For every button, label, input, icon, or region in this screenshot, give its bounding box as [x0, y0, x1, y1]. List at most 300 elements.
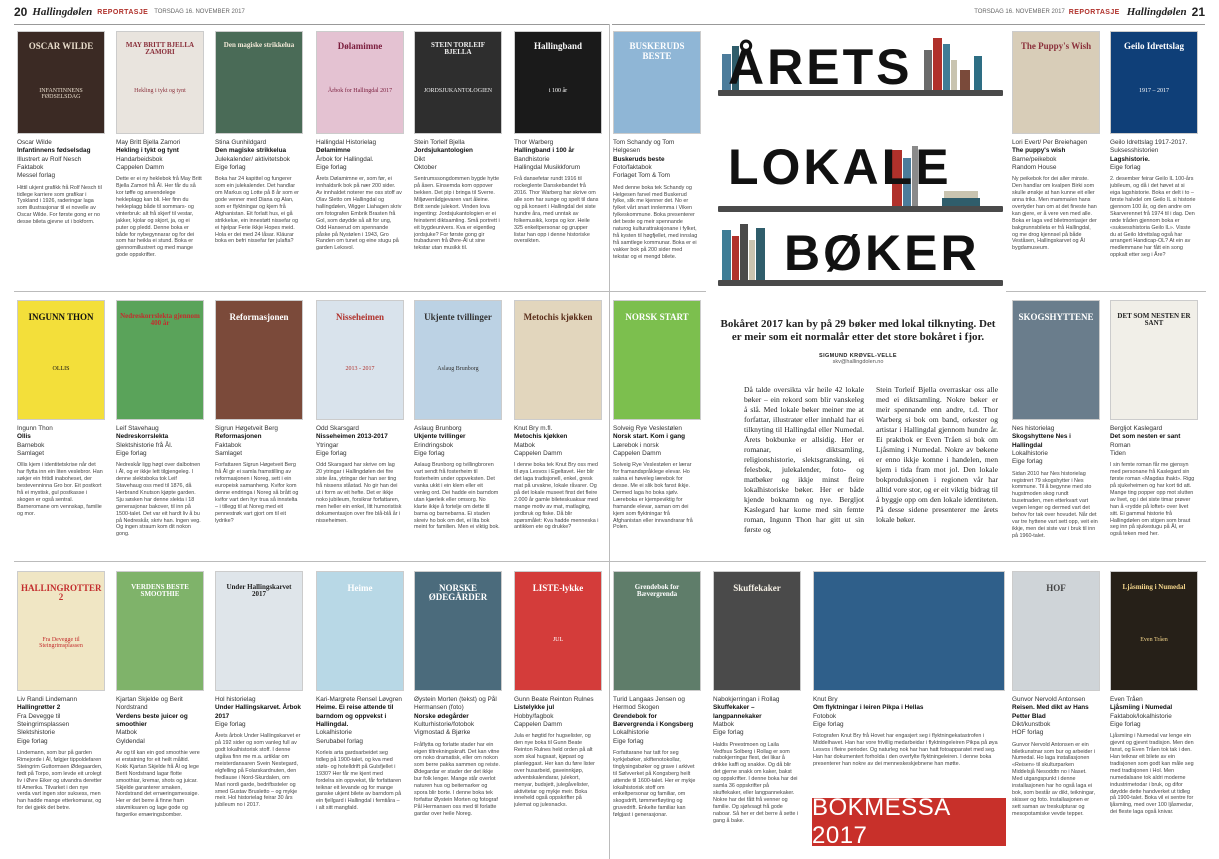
book-description: Odd Skarsgard har skrive om lag 20 ytringar i Hallingdølen dei fire siste åra, ytringar der han ser ting frå nissens ståstad. No gir han dei ut i form av eit hefte. Det er ikkje noko jubileum, forsikrar forfattaren, men heller ein enkel, litt humoristisk dokumentasjon over fire blå-blå år i nisseheimen. [316, 462, 402, 524]
book-detail: Matbok [116, 729, 137, 737]
book-title: Nedreskorrslekta [116, 433, 169, 441]
byline-email: skv@hallingdolen.no [832, 358, 884, 365]
book-detail: Eige forlag [316, 449, 347, 457]
book-caption [514, 139, 600, 172]
book-detail: Eige forlag [813, 720, 844, 728]
book-caption [316, 696, 402, 746]
page-gutter [609, 24, 610, 859]
book-detail: Bandhistorie [514, 155, 550, 163]
book-cover-subtitle: Even Tråen [1140, 636, 1168, 643]
book-description: I sin femte roman får me gjensyn med personane frå Kaslegard sin første roman «Magdas ihakt». Rigg på sjukeheimen og har kort tid att. Mange ting popper opp mot slutten av livet, og i dei siste timar prøver han å «rydde på loftet» over livet sitt. Ei gammal historie frå Hallingdølen om stigen som braut seg inn på sjukestugu på Ål, er også teken med her. [1110, 462, 1195, 538]
book-detail: Hallingdal Musikkforum [514, 163, 581, 171]
book-cover-image [116, 571, 204, 691]
book-description: Gunvor Nervold Antonsen er ein biletkunstnar som bur og arbeider i Numedal. Ho laga installasjonen «Reisen» til skulturparken Middelsjå Nesoddtn no i Naset. Med utgangspunkt i denne installasjonen har ho også laga ei bok, som består av dikt, teikningar, skisser og foto. Installasjonen er sett saman av treskulpturar og mesopotamiske vevde tepper. [1012, 741, 1095, 817]
book-caption [613, 139, 699, 181]
book-detail: Gyldendal [116, 737, 145, 745]
book-detail: Foto/faktabok [613, 163, 652, 171]
book-detail: Eige forlag [316, 163, 347, 171]
book-caption [514, 696, 600, 729]
book-author: Nabokjerringan i Rollag [713, 696, 780, 703]
headline-illustration [712, 28, 1004, 290]
book-description: Lindemann, som bur på garden Rimejorde i Ål, følgjer tippoldefaren Steingrim Guttormsen Ødegaarden, født på Torpo, som levde eit urolegt liv i Øvre Eiker og utvandra deretter til Amerika. Tilvarket i den nye verda vart ingen stor suksess, men han hadde mange etterkomarar, og for dei gjekk det betre. [17, 749, 103, 812]
book-description: Fotografen Knut Bry frå Hovet har engasjert seg i flyktningekatastrofen i Middelhavet. Han har vore frivillig medarbeidar i flyktningeleiren Pikpa på øya Lesvos i fleire perioder. Og naturleg nok har han hatt fotoapparatet med seg. Han har dokumentert forholda i den overfylte flyktningeleiren. I denne boka presenterer han nokre av dei menneskeskjebnene han møtte. [813, 733, 998, 767]
book-detail: Fotobok [813, 712, 837, 720]
book-card [1110, 300, 1198, 558]
book-cover-image [613, 31, 701, 134]
book-author: Tom Schandy og Tom Helgesen [613, 139, 675, 155]
newspaper-logo-left: Hallingdølen [32, 6, 93, 18]
book-description: Jula er høgtid for hugselister, og den nye boka til Gunn Beate Reinton Rulnes held orden på alt som skal hugsast, kjøpast og planleggast. Her kan du føre lister over husarbeid, gaveinnkjøp, adventskalendarar, julekort, menyar, budsjett, julegåvelister, aktivitetar og mykje meir. Boka inneheld også oppskrifter på julemat og julesnacks. [514, 733, 595, 809]
book-author: Knut Bry [813, 696, 838, 703]
book-cover-subtitle: Fra Devegge til Steingrimsplassen [39, 636, 83, 650]
book-detail: Faktabok/lokalhistorie [1110, 712, 1172, 720]
bokmessa-text: BOKMESSA 2017 [812, 794, 950, 849]
book-card [414, 571, 502, 856]
book-author: Nes historielag [1012, 425, 1055, 432]
row-divider-1 [14, 291, 706, 292]
date-left: TORSDAG 16. NOVEMBER 2017 [154, 9, 245, 15]
book-detail: Illustrert av Rolf Nesch [17, 155, 82, 163]
book-detail: Ytringar [316, 441, 339, 449]
book-author: Thor Warberg [514, 139, 554, 146]
book-title: Metochis kjøkken [514, 433, 568, 441]
book-detail: Matbok [713, 720, 734, 728]
book-detail: HOF forlag [1012, 729, 1044, 737]
book-title: The puppy's wish [1012, 147, 1066, 155]
book-detail: Dikt [414, 155, 426, 163]
book-description: Sidan 2010 har Nes historielag registrert 79 skogshytter i Nes kommune. Til å begynne med sto hugstmoden skog rundt busetnaden, men etterkvart vart vegen lenger og dermed vart det behov for tak over hovudet. Når det var tre hyttene vart sett opp, veit ein ikkje, men dei siste var i bruk til inn på 1960-talet. [1012, 470, 1098, 539]
book-caption [215, 425, 301, 458]
book-detail: Faktabok [215, 441, 242, 449]
book-detail: Handarbeidsbok [116, 155, 163, 163]
book-description: Aslaug Brunborg og tvillingbroren vart sendt frå fosterheim til fosterheim under oppveksten. Det vanka ukkt i ein klem eller eit venleg ord. Dei hadde ein barndom utan kjærleik eller omsorg. No klarte ikkje å fortelje om dette til barna og barnebarna. Ei staden skreiv ho bok om det, ei lita bok meint for familien. Men ei viktig bok. [414, 462, 500, 531]
book-detail: Eige forlag [116, 449, 147, 457]
row-divider-1b [1006, 291, 1206, 292]
book-author: Liv Randi Lindemann [17, 696, 78, 703]
book-spine [960, 70, 970, 90]
book-card [1110, 31, 1198, 289]
book-detail: Fra Devegge til Steingrimsplassen [17, 712, 70, 728]
book-author: Stina Gunhildgard [215, 139, 267, 146]
book-author: Gunn Beate Reinton Rulnes [514, 696, 594, 703]
book-cover-title: DET SOM NESTEN ER SANT [1117, 311, 1191, 328]
book-cover-image [1110, 31, 1198, 134]
book-card [414, 300, 502, 558]
book-cover-image [215, 571, 303, 691]
book-description: Korleis arta gardsarbeidet seg tidleg på 1900-talet, og kva med støls- og hotelldrift på Gulsfjellet i 1930? Her får me kjent med fordelra sin oppvekst, får forfattaren teiknar eit levande og for mange ganske ukjent bilete av barndom på ein fjellgard i Hallingdal i femtiåra – i alt sitt mangfald. [316, 749, 402, 812]
book-author: Ingunn Thon [17, 425, 53, 432]
book-detail: Eige forlag [613, 737, 644, 745]
book-detail: Hobby/fagbok [514, 712, 554, 720]
book-spine [756, 228, 765, 280]
book-author: Hallingdal Historielag [316, 139, 377, 146]
book-description: I denne boka tek Knut Bry oss med til øya Lesvos i Egeltavet. Her blir det laga tradisjonell, enkel, gresk mat på urvakne, lokale råvarer. Og på det lokale museet finst det fleire 2.000 år gamle bileteskuaksar med mange motiv av mat, matlaging, jordbruk og fiske. Då blir spørsmålet: Kva hadde menneska i antikken ete og drukke? [514, 462, 599, 531]
book-card [514, 571, 602, 856]
date-right: TORSDAG 16. NOVEMBER 2017 [974, 9, 1065, 15]
book-detail: Samlaget [17, 449, 44, 457]
book-title: Norske ødegårder [414, 712, 469, 720]
book-detail: Eige forlag [1012, 458, 1043, 466]
book-caption [116, 696, 202, 746]
book-card [713, 571, 801, 856]
book-spine [974, 56, 982, 90]
header-rule-right [612, 24, 1205, 25]
book-author: Stein Torleif Bjella [414, 139, 465, 146]
book-cover-title: OSCAR WILDE [28, 41, 94, 52]
book-cover-title: HALLINGROTTER 2 [21, 582, 102, 603]
book-cover-title: Skuffekaker [733, 582, 781, 593]
book-cover-title: NORSK START [625, 311, 689, 322]
book-caption [1012, 139, 1098, 172]
book-card [215, 571, 303, 856]
book-cover-image [17, 571, 105, 691]
book-card [613, 571, 701, 856]
book-caption [414, 139, 500, 172]
book-card [316, 31, 404, 289]
book-title: Lagshistorie. [1110, 155, 1150, 163]
book-description: Boka har 24 kapittel og fungerer som ein julekalender. Det handlar om Markus og Lotte på 8 år som er gode venner med Diana og Alan, som er flyktningar og kjem frå Afghanistan. Eit forlatt hus, ei gå strikkelue, ein innestøtt nissefar og ei hjelpar Ferie ikkje Hopes meid. Hola er dei med 24 låsar. Kläurar boka en befri nissefar før julafta? [215, 176, 299, 245]
book-card [1012, 571, 1100, 856]
book-cover-title: BUSKERUDS BESTE [629, 41, 685, 61]
book-card [1012, 31, 1100, 289]
book-caption [116, 425, 202, 458]
book-cover-title: Hallingband [533, 41, 583, 52]
book-card [414, 31, 502, 289]
book-detail: Tiden [1110, 449, 1126, 457]
headline-word-1: ÅRETS [728, 39, 913, 95]
header-rule-left [14, 24, 610, 25]
book-cover-subtitle: Aslaug Brunborg [437, 365, 479, 372]
book-cover-subtitle: 1917 – 2017 [1139, 87, 1169, 94]
book-cover-image [1012, 300, 1100, 420]
book-flat [942, 198, 980, 206]
book-cover-title: STEIN TORLEIF BJELLA [430, 41, 485, 57]
book-spine [732, 236, 739, 280]
book-card [613, 31, 701, 289]
lead-block [716, 318, 1000, 365]
article-column-1: Då talde oversikta vår heile 42 lokale bøker – ein rekord som blir vanskeleg å slå. Med lokale bøker meiner me at forfattar, illustratør eller innhald har ei tilknyting til Hallingdal eller Numedal. Årets bokbunke er allsidig. Her er romanar, ei diktsamling, religionshistorie, slektsgransking, ei felesbok, julekalender, foto- og matbøker og ikkje minst fleire lokalhistoriske bøker. Her er både kjende boknamn og nye. Bergljot Kaslegard har kome med sin femte roman, Ingunn Thon har gitt ut sin første og [744, 385, 864, 535]
book-cover-title: HOF [1046, 582, 1066, 593]
book-spine [740, 224, 748, 280]
page-number-right: 21 [1191, 5, 1205, 19]
book-caption [1110, 425, 1196, 458]
book-cover-image [116, 31, 204, 134]
book-cover-image [215, 300, 303, 420]
book-caption [316, 139, 402, 172]
book-detail: Slektshistorie [17, 729, 56, 737]
book-cover-title: Heime [347, 582, 373, 593]
book-spine [722, 230, 731, 280]
book-description: Solveig Rye Veslestølen er lærar for framandspråklege elevar. Ho sakna ei høveleg lærebok for desse. Me ei slik bok fanst ikkje. Dermed laga ho boka sjølv. Læreboka er kjempeviktig for framande elevar, saman om dei kjem som flyktningar frå Afghanistan eller innvandrarar frå Polen. [613, 462, 693, 531]
book-detail: Eige forlag [17, 737, 48, 745]
book-cover-image [813, 571, 1005, 691]
book-caption [1012, 696, 1098, 738]
book-detail: Forlaget Tom & Tom [613, 172, 670, 180]
book-detail: Faktabok [17, 163, 44, 171]
book-detail: Lærebok i norsk [613, 441, 659, 449]
book-card [813, 571, 1005, 856]
book-detail: Julekalender/ aktivitetsbok [215, 155, 290, 163]
book-description: Ny peikebok for dei aller minste. Den handlar om kvalpen Birki som skulle ønskje at han kunne eit eller anna triks. Men mamma/en hans overtyder han om at det fineste han kan gjere, er å vere ven med alle. Boka er laga ved biletmontasjer der bakgrunnsbileta er frå Hallingdal, og me drog kjennsel på både Veståsen, Hallingskarvet og Ål bygdamuseum. [1012, 176, 1097, 252]
book-title: Hekling i tykt og tynt [116, 147, 179, 155]
book-detail: Samlaget [215, 449, 242, 457]
book-detail: Kulturhistorie/fotobok [414, 720, 475, 728]
book-detail: Vigmostad & Bjørke [414, 729, 471, 737]
book-caption [514, 425, 600, 458]
book-cover-title: Grendebok for Bævergrenda [634, 582, 680, 599]
book-cover-image [514, 31, 602, 134]
book-caption [316, 425, 402, 458]
book-cover-title: Ukjente tvillinger [424, 311, 492, 322]
book-author: Turid Langaas Jensen og Hermod Skogen [613, 696, 685, 712]
book-title: Den magiske strikkelua [215, 147, 287, 155]
book-card [613, 300, 701, 558]
book-detail: Eige forlag [414, 449, 445, 457]
book-title: Norsk start. Kom i gang [613, 433, 686, 441]
book-cover-image [414, 300, 502, 420]
book-cover-subtitle: i 100 år [548, 87, 568, 94]
lead-text: Bokåret 2017 kan by på 29 bøker med lokal tilknyting. Det er meir som eit normalår etter det store bokåret i fjor. [720, 318, 996, 344]
row-divider-2 [14, 561, 1206, 562]
book-spine [749, 240, 755, 280]
book-cover-image [514, 300, 602, 420]
book-cover-subtitle: 2013 - 2017 [345, 365, 375, 372]
book-cover-image [1012, 31, 1100, 134]
book-author: Kari-Margrete Rensel Løvgren [316, 696, 402, 703]
book-cover-title: MAY BRITT BJELLA ZAMORI [125, 41, 195, 57]
book-description: Årets årbok Under Hallingskarvet er på 192 sider og som vanleg full av godt lokalhistorisk stoff. I denne utgåva finn me m.a. artiklar om meisterdansaren Svein Nestegard, elgfelling på Folarskardnuten, den fredlause i Nord-Skurdalen, om Mari nordi garde, bedriftssteler og smed Gustav Brusletto – og mykje meir. Hol historielag feirar 30 års jubileum no i 2017. [215, 733, 301, 809]
book-detail: Dikt/kunstbok [1012, 720, 1051, 728]
book-detail: Roman [1110, 441, 1131, 449]
book-description: Av og til kan ein god smoothie vere ei erstatning for eit heilt måltid. Kokk Kjartan Skjelde frå Ål og lege Berit Nordstrand lagar flotte smoothiar, kremar, shots og juicar. Skjelde garanterer smaken, Nordstrand det ernæringsmessige. Her er det berre å finne fram stavmiksaren og lage gode og fargerike ernæringsbomber. [116, 749, 200, 819]
book-description: Med denne boka tek Schandy og Helgesen farvel med Buskerud fylke, slik me kjenner det. No er fylket vårt snart innlemma i Viken fylkeskommune. Boka presenterer det beste og meir spennande naturog kulturattraksjonane i fylket, frå kysten til høgfjellet, med innslag frå samtlege kommunar. Boka er ei vakker bok på 200 sider med tekstar og ei mengd bilete. [613, 184, 698, 260]
book-cover-subtitle: JUL [552, 636, 564, 643]
book-cover-title: Geilo Idrettslag [1123, 41, 1185, 52]
book-cover-image [1110, 571, 1198, 691]
newspaper-logo-right: Hallingdølen [1126, 6, 1187, 18]
book-title: Grendebok for Bævergrenda i Kongsberg [613, 712, 694, 728]
book-cover-image [215, 31, 303, 134]
book-description: Forfattaren Sigrun Høgetveit Berg frå Ål gir ei samla framstilling av reformasjonen i Noreg, sett i ein europeisk samanheng. Kvifor kom denne endringa i Noreg så brått og kvifor vart den hyr trua så innstelta – i tillegg til at Noreg med eit pennestrøk vart gjort om til eit lydrike? [215, 462, 299, 524]
book-title: Reformasjonen [215, 433, 262, 441]
book-detail: Lokalhistorie [316, 729, 352, 737]
book-cover-title: Nedreskorrslekta gjennom 400 år [120, 311, 200, 328]
book-cover-title: SKOGSHYTTENE [1018, 311, 1094, 322]
book-detail: Matbok [514, 441, 535, 449]
book-title: Dølamimne [316, 147, 351, 155]
book-description: Ollis kjem i identitetskrise når det har flytta inn ein liten veslebror. Han søkjer ein fritidl inaboheset, der bestevenninna Gro bor. Eit postkort frå ei mystisk, gul postkasse i skogen er også sentral. Barneromane om vennskap, familie og mor. [17, 462, 103, 517]
book-title: Reisen. Med dikt av Hans Petter Blad [1012, 704, 1089, 720]
book-caption [713, 696, 799, 738]
book-detail: Erindringsbok [414, 441, 454, 449]
book-description: 2. desember feirar Geilo IL 100-års jubileum, og då i det høvet at si eiga lagshistorie. Boka er delt i to – første halvdel om Geilo IL si historie gjennom 100 år, og den andre om Skarverennet frå 1974 til i dag. Den røde tråden gjennom boka er «suksesshistoria Geilo IL». Visste du at Geilo Idrettslag også har arrangert Handicap-OL? At ein av medlemmane har fått ein song oppkalt etter seg i Åre? [1110, 176, 1196, 259]
book-cover-title: LISTE-lykke [532, 582, 584, 593]
book-caption [17, 696, 103, 746]
book-cover-image [514, 571, 602, 691]
page-number-left: 20 [14, 5, 28, 19]
book-author: Gunvor Nervold Antonsen [1012, 696, 1086, 703]
section-label-left: REPORTASJE [97, 8, 149, 16]
book-card [17, 300, 105, 558]
book-card [1110, 571, 1198, 856]
book-caption [1110, 696, 1196, 729]
book-cover-subtitle: INFANTINNENS FØDSELSDAG [39, 87, 83, 100]
book-card [17, 571, 105, 856]
book-author: Øystein Morten (tekst) og Pål Hermansen (foto) [414, 696, 497, 712]
book-detail: Cappelen Damm [514, 449, 562, 457]
book-card [17, 31, 105, 289]
book-title: Jordsjukantologien [414, 147, 473, 155]
book-detail: Barnebok [17, 441, 45, 449]
book-card [316, 300, 404, 558]
book-spine [924, 50, 932, 90]
book-caption [414, 425, 500, 458]
book-cover-title: The Puppy's Wish [1020, 41, 1092, 52]
book-detail: Cappelen Damm [613, 449, 661, 457]
headline-word-3: BØKER [784, 225, 980, 281]
book-detail: Barne/peikebok [1012, 155, 1057, 163]
book-card [1012, 300, 1100, 558]
book-author: Oscar Wilde [17, 139, 52, 146]
book-cover-image [613, 571, 701, 691]
book-cover-title: Reformasjonen [229, 311, 289, 322]
book-author: Odd Skarsgard [316, 425, 359, 432]
book-detail: Lokalhistorie [613, 729, 649, 737]
book-title: Under Hallingskarvet. Årbok 2017 [215, 704, 301, 720]
book-detail: Årbok for Hallingdal. [316, 155, 374, 163]
book-caption [1012, 425, 1098, 467]
book-author: Kjartan Skjelde og Berit Nordstrand [116, 696, 183, 712]
book-cover-image [1012, 571, 1100, 691]
book-title: Hallingrøtter 2 [17, 704, 61, 712]
book-cover-image [713, 571, 801, 691]
book-author: Geilo Idrettslag 1917-2017. Suksesshistorien [1110, 139, 1188, 155]
book-cover-title: Den magiske strikkelua [223, 41, 295, 50]
book-cover-title: VERDENS BESTE SMOOTHIE [131, 582, 189, 599]
book-title: Skogshyttene Nes i Hallingdal [1012, 433, 1071, 449]
book-description: Frå dansefetar rundt 1916 til rockeglente Danskebandet frå 2016. Thor Warberg har skrive om alle som har sunge og spelt til dans og på konsert i Hallingdal dei siste hundre åra, med unntak av folkemusikk, korps og kor. Heile 325 enkeltpersonar og grupper listar han opp i denne historiske oversikten. [514, 176, 599, 245]
book-card [215, 31, 303, 289]
book-caption [613, 425, 699, 458]
book-title: Skuffekaker – langpannekaker [713, 704, 762, 720]
book-cover-image [414, 571, 502, 691]
book-detail: Eige forlag [713, 729, 744, 737]
book-cover-image [17, 300, 105, 420]
book-title: Hallingband i 100 år [514, 147, 575, 155]
book-caption [215, 139, 301, 172]
book-cover-title: Metochis kjøkken [523, 311, 593, 322]
book-cover-title: Ljåsmiing i Numedal [1122, 582, 1186, 591]
book-author: Hol historielag [215, 696, 256, 703]
book-cover-image [116, 300, 204, 420]
section-label-right: REPORTASJE [1068, 8, 1120, 16]
book-description: Forfattarane har tatt for seg kyrkjebøker, skiftenotokollar, tinglysingsbøker og grave i arkivet til Sølvverket på Kongsberg heilt attende til 1600-talet. Her er mykje lokalhistorisk stoff om enkeltpersonar og familiar, om skogsdrift, tømmerfløyting og gruvedrift. Enkelte familiar kan følgjast i generasjonar. [613, 749, 696, 819]
book-description: Hittil ukjent grafikk frå Rolf Nesch til tidlege karriere som grafikar i Tyskland i 1926, raderingar laga som illustrasjonar til ei novelle av Oscar Wilde. For første gong er no desse bileta gjevne ut i bokform. [17, 184, 102, 226]
book-card [514, 31, 602, 289]
book-cover-subtitle: OLLIS [52, 365, 70, 372]
book-cover-image [1110, 300, 1198, 420]
book-card [116, 571, 204, 856]
book-detail: Lokalhistorie [1012, 449, 1048, 457]
book-detail: Cappelen Damm [116, 163, 164, 171]
book-title: Det som nesten er sant [1110, 433, 1181, 441]
book-detail: Cappelen Damm [514, 720, 562, 728]
book-title: Verdens beste juicer og smoothier [116, 712, 188, 728]
book-caption [1110, 139, 1196, 172]
book-title: Ollis [17, 433, 31, 441]
book-caption [414, 696, 500, 738]
book-cover-image [316, 31, 404, 134]
book-title: Listelykke jul [514, 704, 555, 712]
book-author: Aslaug Brunborg [414, 425, 462, 432]
book-cover-title: Nisseheimen [336, 311, 384, 322]
book-cover-image [17, 31, 105, 134]
book-cover-image [316, 571, 404, 691]
book-caption [17, 425, 103, 458]
book-title: Ukjente tvillinger [414, 433, 466, 441]
book-card [514, 300, 602, 558]
book-cover-title: NORSKE ØDEGÅRDER [428, 582, 488, 603]
book-detail: Oktober [414, 163, 437, 171]
book-description: Fråflytta og forlatte stader har ein eigen tiltrekningskraft. Det kan vitne om noko dramatisk, eller om nokon som berre pakka sammen og reiste. Ødegardar er stader der det ikkje bur folk lenger. Mange står overlot naturen hus og beitemarker og spora blir borte. I denne boka tek forfattar Øystein Morten og fotograf Pål Hermansen oss med til forlatte gardar over heile Noreg. [414, 741, 500, 817]
book-caption [813, 696, 1003, 729]
book-title: Om flyktningar i leiren Pikpa i Hellas [813, 704, 924, 712]
book-author: Knut Bry m.fl. [514, 425, 553, 432]
book-detail: Slektshistorie frå Ål. [116, 441, 173, 449]
book-detail: Eige forlag [215, 720, 246, 728]
article-column-2: Stein Torleif Bjella overraskar oss alle med ei diktsamling. Nokre bøker er meir spennande enn andre, t.d. Thor Warberg si bok om band, orkester og artistar i Hallingdal gjennom hundre år. Ei praktbok er Even Tråen si bok om Ljåsming i Numedal. Nokre av bøkene er enno ikkje komne i handelen, men kjem i tida fram mot jol. Den lokale bokproduksjonen i regionen vår har alltid vore stor, og er eit viktig bidrag til å byggje opp om den lokale identiteten. På desse sidene presenterer me årets lokale bøker. [876, 385, 998, 525]
book-description: Årets Dølamimne er, som før, ei innhaldsrik bok på nær 200 sider. Av innhaldet noterer me oss stoff av Olav Sletto om Hallingdal og hallingdølen, Wigger Liahagen skriv om fotografen Embrik Brasten frå Gol, som døydde så alt for ung, Odd Hanserud om spennande påske på Nystølen i 1943, Gro Randen om tunet og eine stugu på garden Leksvol. [316, 176, 402, 252]
book-detail: Eige forlag [1110, 720, 1141, 728]
book-author: May Britt Bjella Zamori [116, 139, 181, 146]
book-description: Dette er ei ny heklebok frå May Britt Bjella Zamori frå Ål. Her får du så kor tøffe og anvendelege hekleplagg kan bli. Her finn du hekleplagg både til sommars- og vinterbruk: alt frå skjerf til vestar, jakker, kjolar og skjort, ja, og ei puter og pledd. Denne boka er både for nybegynnarar og for dei som har heikla ei stund. Boka er gjennomillustrert og med mange gode oppskrifter. [116, 176, 202, 259]
book-card [116, 300, 204, 558]
book-title: Infantinnens fødselsdag [17, 147, 91, 155]
book-title: Heime. Ei reise attende til barndom og oppvekst i Hallingdal. [316, 704, 394, 728]
book-spine [933, 38, 942, 90]
book-caption [613, 696, 699, 746]
book-card [116, 31, 204, 289]
book-spine [951, 60, 957, 90]
book-author: Even Tråen [1110, 696, 1143, 703]
book-detail: Serubabel forlag [316, 737, 363, 745]
book-cover-title: Dølamimne [337, 41, 383, 52]
book-caption [116, 139, 202, 172]
book-title: Ljåsmiing i Numedal [1110, 704, 1173, 712]
book-spine [943, 44, 950, 90]
byline-name: SIGMUND KRØVEL-VELLE [819, 352, 897, 359]
book-cover-image [414, 31, 502, 134]
page-header-right [605, 0, 1205, 24]
book-card [215, 300, 303, 558]
book-author: Bergljot Kaslegard [1110, 425, 1163, 432]
book-title: Nisseheimen 2013-2017 [316, 433, 388, 441]
book-cover-subtitle: Årbok for Hallingdal 2017 [327, 87, 393, 94]
book-card [316, 571, 404, 856]
book-cover-title: INGUNN THON [28, 311, 94, 322]
book-detail: Random House [1012, 163, 1057, 171]
book-caption [215, 696, 301, 729]
book-cover-image [316, 300, 404, 420]
book-title: Buskeruds beste [613, 155, 665, 163]
book-description: Haldis Preestmoen og Laila Vedfsus Solberg i Rollag er som nabokjerringar flest, dei likar å drikke kaffi og snakke. Og då blir det gjerne snakk om kaker, bakst og oppskrifter. I denne boka har dei samla 36 oppskrifter på skuffekaker, eller langpannekaker. Nokre har dei fått frå venner og familie. Og sjølvsagt frå gode naboar. Så her er det berre å sette i gang å bake. [713, 741, 799, 824]
book-author: Lori Evert/ Per Breiehagen [1012, 139, 1088, 146]
book-caption [17, 139, 103, 181]
book-author: Sigrun Høgetveit Berg [215, 425, 278, 432]
book-description: Sentrumssongdommen bygde hytte på åsen. Einsemda kom oppover bekken. Det pip i bringa til Sverre. Miljøverrådgjevaren vart åleine. Britt sende julekort. Vinden lova ingenting: Jordsjukantologien er ei feinstemt diktsamling. Små portrett i eit bygdeunivers. Kva er eigentleg jordsjuke? For første gong gir trubaduren frå Øvre-Ål ut sine tekstar utan musikk til. [414, 176, 500, 252]
book-author: Solveig Rye Veslestølen [613, 425, 682, 432]
book-author: Leif Stavehaug [116, 425, 159, 432]
